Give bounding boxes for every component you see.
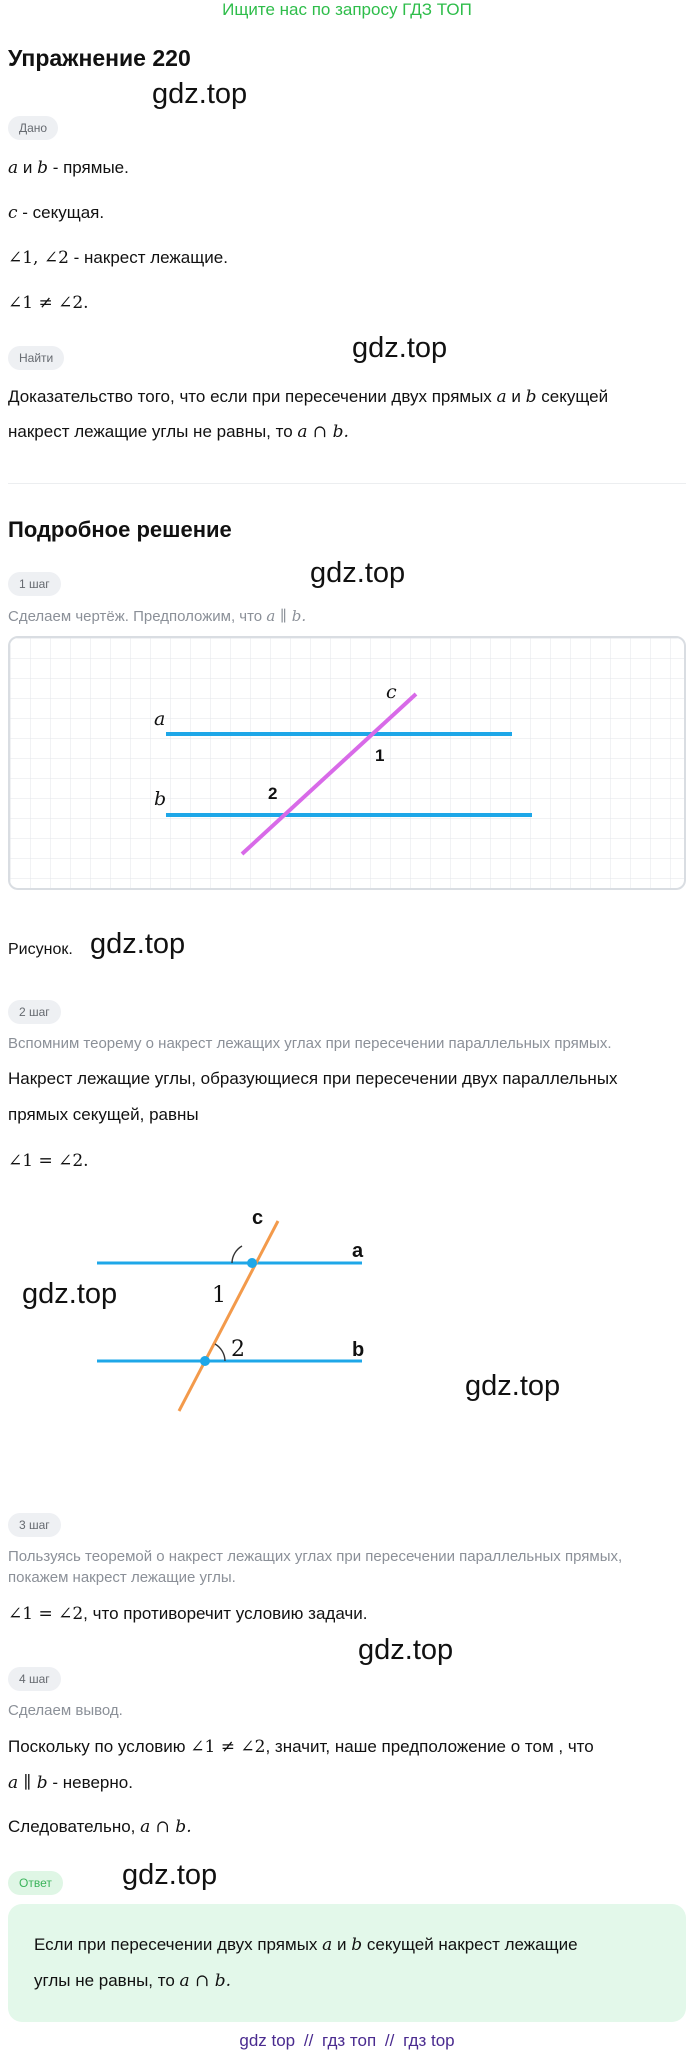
figure-1-svg — [10, 638, 686, 890]
label-c: c — [252, 1207, 264, 1229]
step-2-line-2: прямых секущей, равны — [8, 1105, 199, 1124]
footer-link-1[interactable]: gdz top — [239, 2031, 296, 2050]
step-2-line-1: Накрест лежащие углы, образующиеся при пересечении двух параллельных — [8, 1069, 618, 1088]
watermark: gdz.top — [465, 1370, 561, 1402]
label-angle-2: 2 — [268, 784, 278, 803]
label-b: b — [352, 1339, 365, 1361]
answer-box — [8, 1904, 686, 2022]
figure-caption: Рисунок. — [8, 941, 73, 958]
given-pill: Дано — [8, 116, 58, 140]
exercise-title: Упражнение 220 — [8, 45, 191, 71]
intersection-point-1 — [247, 1258, 257, 1268]
step-3-hint-2: покажем накрест лежащие углы. — [8, 1569, 236, 1586]
step-1-pill: 1 шаг — [8, 572, 61, 596]
label-a: a — [352, 1240, 364, 1262]
find-line-2: накрест лежащие углы не равны, то a ∩ b. — [8, 422, 349, 442]
watermark: gdz.top — [90, 928, 186, 960]
section-divider — [8, 483, 686, 484]
label-angle-2: 2 — [231, 1337, 245, 1362]
given-line-4: ∠1 ≠ ∠2. — [8, 293, 89, 313]
step-2-pill: 2 шаг — [8, 1000, 61, 1024]
find-pill: Найти — [8, 346, 64, 370]
footer-links — [0, 2031, 694, 2051]
search-hint-banner[interactable]: Ищите нас по запросу ГДЗ ТОП — [222, 0, 472, 19]
step-4-line-2: a ∥ b - неверно. — [8, 1773, 133, 1793]
answer-pill: Ответ — [8, 1871, 63, 1895]
step-4-line-3: Следовательно, a ∩ b. — [8, 1817, 192, 1837]
label-angle-1: 1 — [212, 1283, 226, 1308]
figure-grid-drawing — [8, 636, 686, 890]
given-line-1: a и b - прямые. — [8, 158, 129, 178]
line-c — [179, 1221, 278, 1411]
given-line-3: ∠1, ∠2 - накрест лежащие. — [8, 248, 228, 268]
step-3-line: ∠1 = ∠2, что противоречит условию задачи. — [8, 1604, 368, 1624]
given-line-2: c - секущая. — [8, 203, 105, 223]
watermark: gdz.top — [352, 332, 448, 364]
label-angle-1: 1 — [375, 746, 385, 765]
watermark: gdz.top — [152, 78, 248, 110]
step-4-line-1: Поскольку по условию ∠1 ≠ ∠2, значит, наше предположение о том , что — [8, 1737, 594, 1757]
step-2-hint: Вспомним теорему о накрест лежащих углах при пересечении параллельных прямых. — [8, 1035, 612, 1052]
intersection-point-2 — [200, 1356, 210, 1366]
step-1-hint: Сделаем чертёж. Предположим, что a ∥ b. — [8, 607, 307, 625]
watermark: gdz.top — [22, 1278, 118, 1310]
footer-separator: // — [303, 2031, 314, 2050]
footer-separator: // — [384, 2031, 395, 2050]
footer-link-2[interactable]: гдз топ — [322, 2031, 377, 2050]
step-3-pill: 3 шаг — [8, 1513, 61, 1537]
figure-2-svg — [80, 1196, 380, 1422]
label-c: c — [386, 681, 397, 703]
step-4-pill: 4 шаг — [8, 1667, 61, 1691]
watermark: gdz.top — [310, 557, 406, 589]
answer-line-2: углы не равны, то a ∩ b. — [34, 1971, 232, 1991]
watermark: gdz.top — [358, 1634, 454, 1666]
solution-title: Подробное решение — [8, 517, 232, 542]
step-4-hint: Сделаем вывод. — [8, 1702, 123, 1719]
watermark: gdz.top — [122, 1859, 218, 1891]
step-3-hint-1: Пользуясь теоремой о накрест лежащих углах при пересечении параллельных прямых, — [8, 1548, 623, 1565]
grid-background — [10, 638, 686, 890]
footer-link-3[interactable]: гдз top — [403, 2031, 455, 2050]
label-a: a — [154, 708, 166, 730]
step-2-formula: ∠1 = ∠2. — [8, 1151, 89, 1171]
find-line-1: Доказательство того, что если при пересечении двух прямых a и b секущей — [8, 387, 609, 407]
angle-arc-1 — [232, 1246, 242, 1263]
answer-line-1: Если при пересечении двух прямых a и b секущей накрест лежащие — [34, 1935, 578, 1955]
angle-arc-2 — [215, 1344, 225, 1361]
label-b: b — [154, 788, 167, 810]
